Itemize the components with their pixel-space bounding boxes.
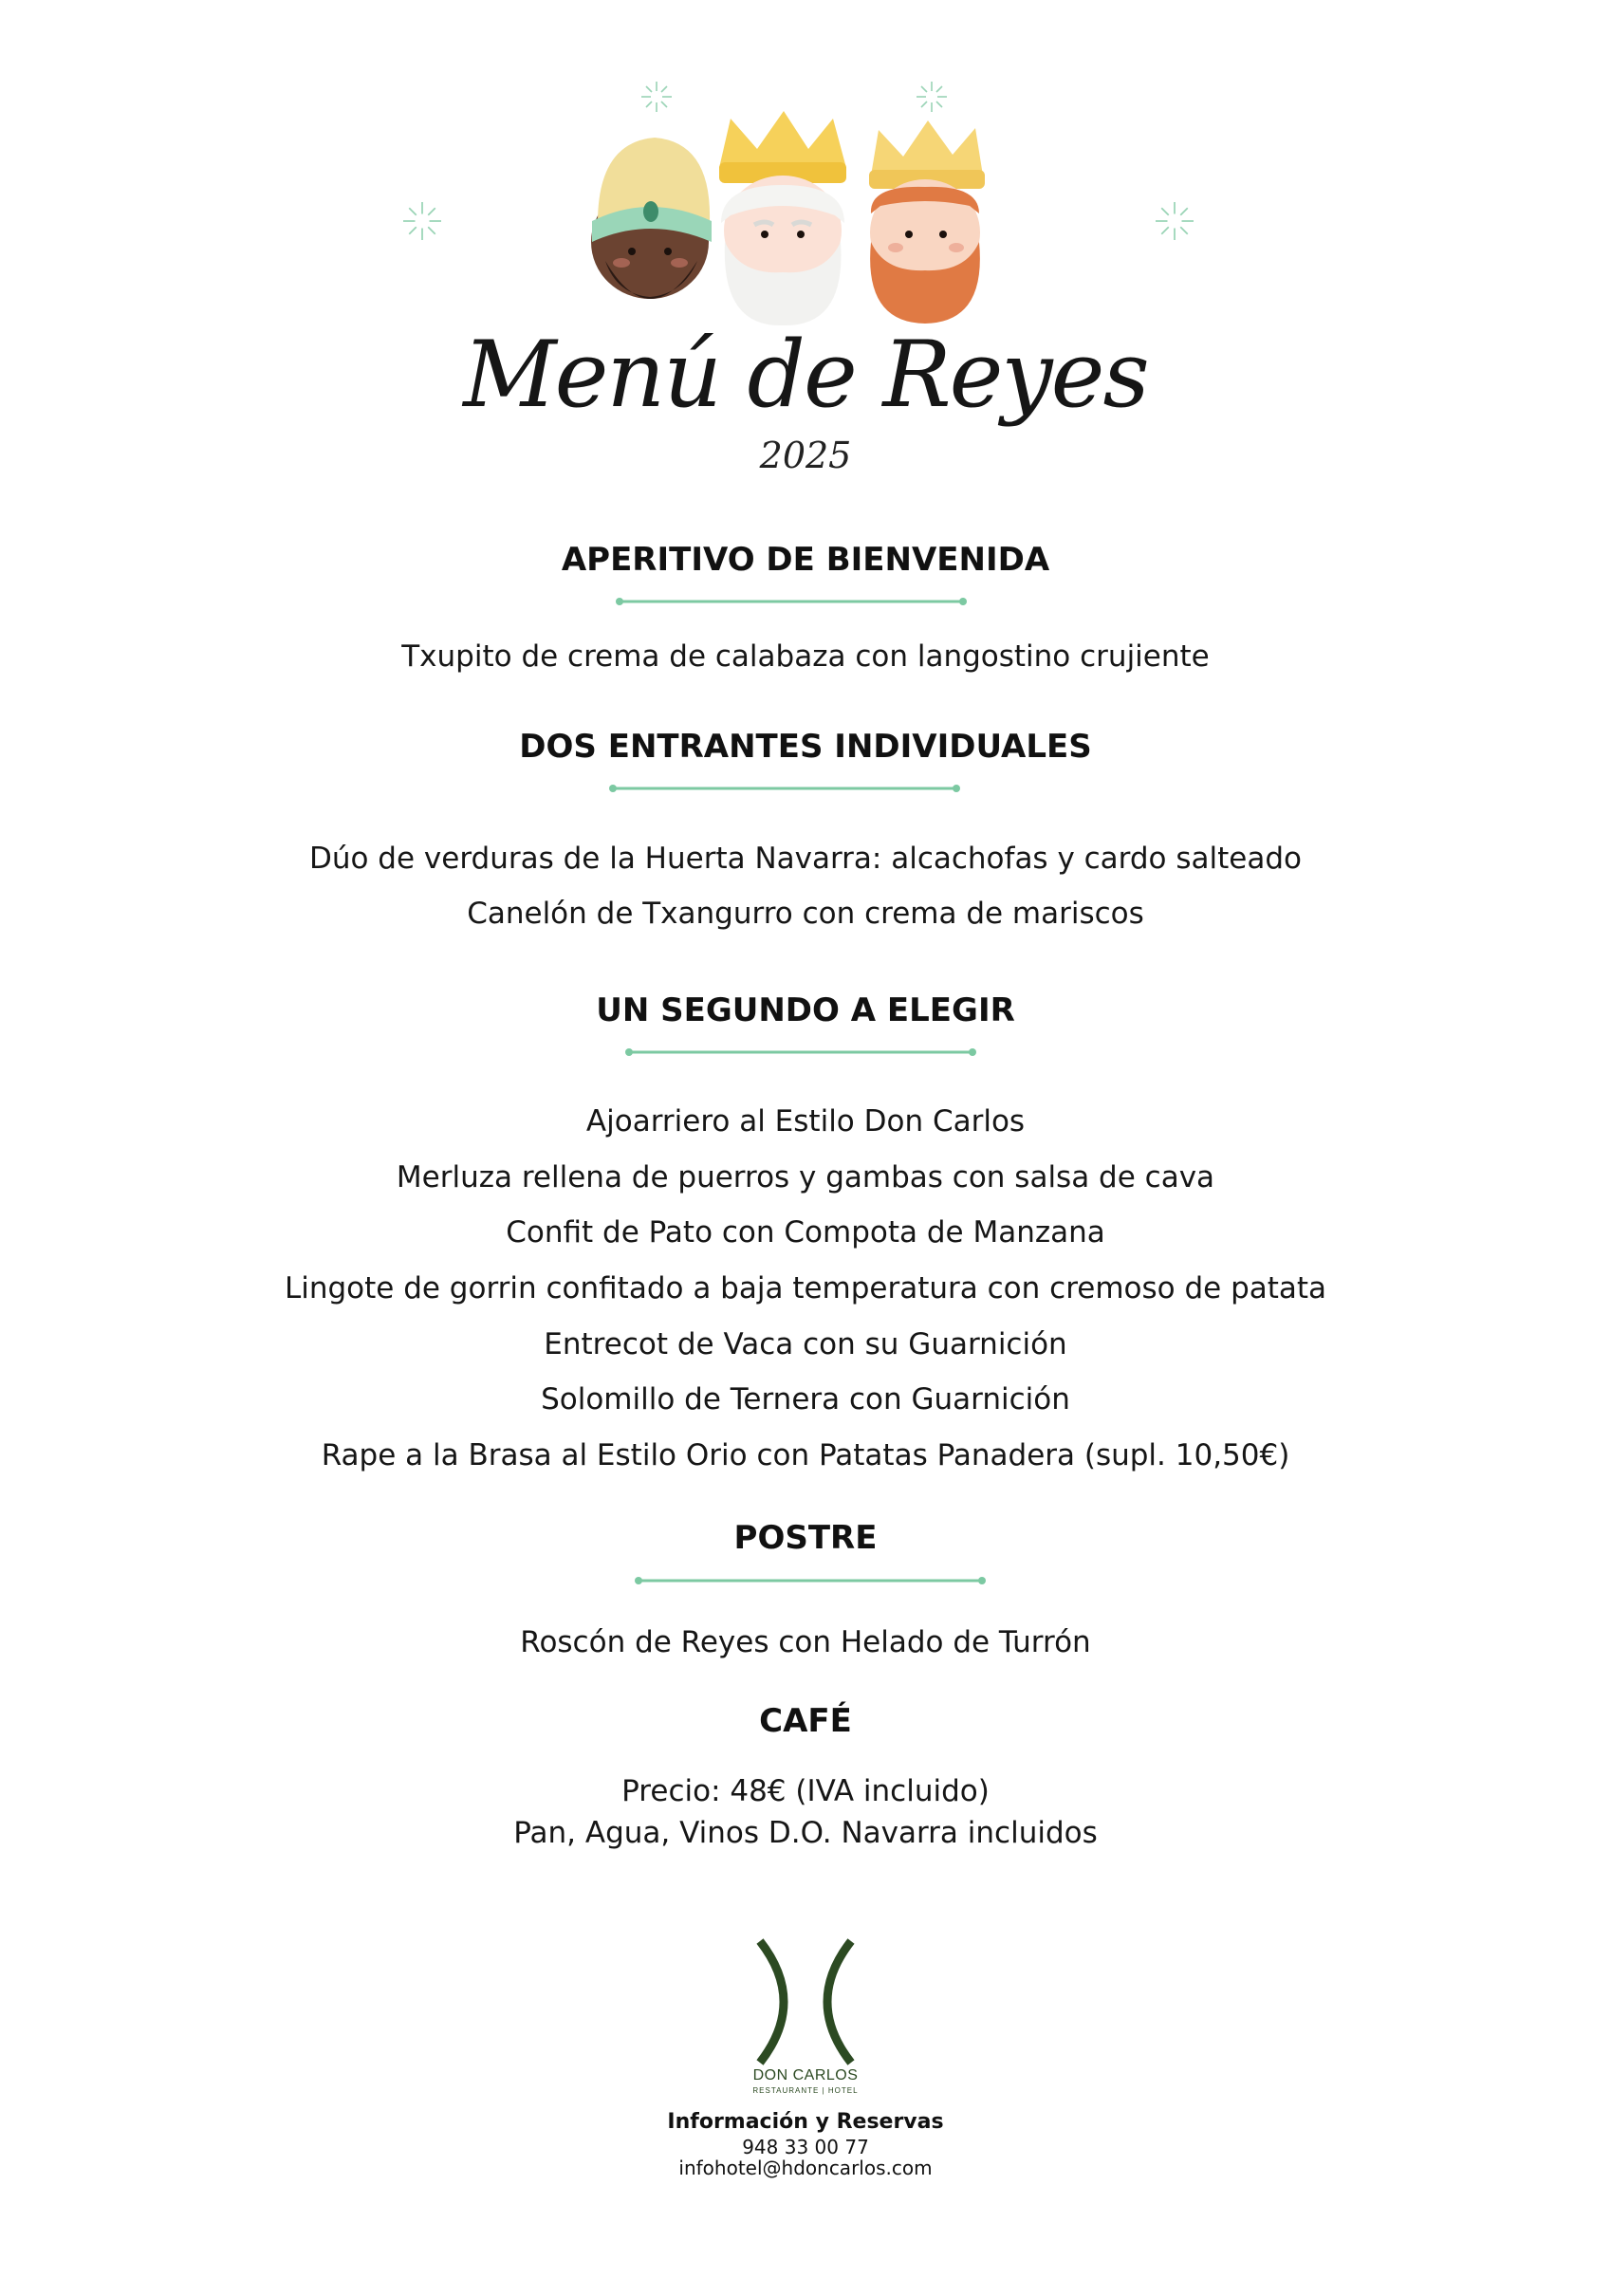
don-carlos-logo xyxy=(752,1935,859,2068)
menu-title: Menú de Reyes xyxy=(463,322,1148,428)
section-title-cafe: CAFÉ xyxy=(759,1702,852,1740)
three-kings-illustration xyxy=(569,109,1025,327)
section-divider xyxy=(605,781,964,796)
price-line: Precio: 48€ (IVA incluido) xyxy=(621,1774,990,1808)
menu-item: Dúo de verduras de la Huerta Navarra: alcachofas y cardo salteado xyxy=(308,842,1303,876)
menu-item: Solomillo de Ternera con Guarnición xyxy=(541,1382,1070,1416)
inclusions-line: Pan, Agua, Vinos D.O. Navarra incluidos xyxy=(513,1816,1098,1850)
king-gaspar-icon xyxy=(869,120,985,324)
menu-item: Ajoarriero al Estilo Don Carlos xyxy=(585,1104,1026,1139)
menu-item: Lingote de gorrin confitado a baja temperatura con cremoso de patata xyxy=(284,1271,1327,1305)
section-title-postre: POSTRE xyxy=(733,1519,878,1557)
section-divider xyxy=(631,1573,990,1588)
menu-item: Confit de Pato con Compota de Manzana xyxy=(506,1215,1105,1250)
contact-title: Información y Reservas xyxy=(667,2110,944,2134)
king-melchor-icon xyxy=(719,111,846,325)
section-title-entrantes: DOS ENTRANTES INDIVIDUALES xyxy=(519,728,1092,766)
menu-item: Canelón de Txangurro con crema de mariscos xyxy=(467,897,1144,931)
menu-year: 2025 xyxy=(759,435,852,476)
sparkle-icon xyxy=(1151,197,1198,245)
logo-subtitle: RESTAURANTE | HOTEL xyxy=(752,2086,859,2095)
sparkle-icon xyxy=(398,197,446,245)
menu-item: Merluza rellena de puerros y gambas con salsa de cava xyxy=(396,1160,1215,1194)
section-divider xyxy=(612,594,971,609)
menu-item: Txupito de crema de calabaza con langostino crujiente xyxy=(401,639,1210,674)
contact-email[interactable]: infohotel@hdoncarlos.com xyxy=(678,2157,933,2179)
section-title-aperitivo: APERITIVO DE BIENVENIDA xyxy=(561,541,1050,579)
menu-item: Rape a la Brasa al Estilo Orio con Patatas Panadera (supl. 10,50€) xyxy=(321,1438,1290,1472)
menu-item: Entrecot de Vaca con su Guarnición xyxy=(544,1327,1067,1361)
section-title-segundo: UN SEGUNDO A ELEGIR xyxy=(596,991,1015,1029)
section-divider xyxy=(621,1045,980,1060)
logo-name: DON CARLOS xyxy=(752,2067,859,2083)
menu-item: Roscón de Reyes con Helado de Turrón xyxy=(520,1625,1091,1659)
king-baltasar-icon xyxy=(591,138,712,299)
contact-phone[interactable]: 948 33 00 77 xyxy=(742,2136,869,2158)
